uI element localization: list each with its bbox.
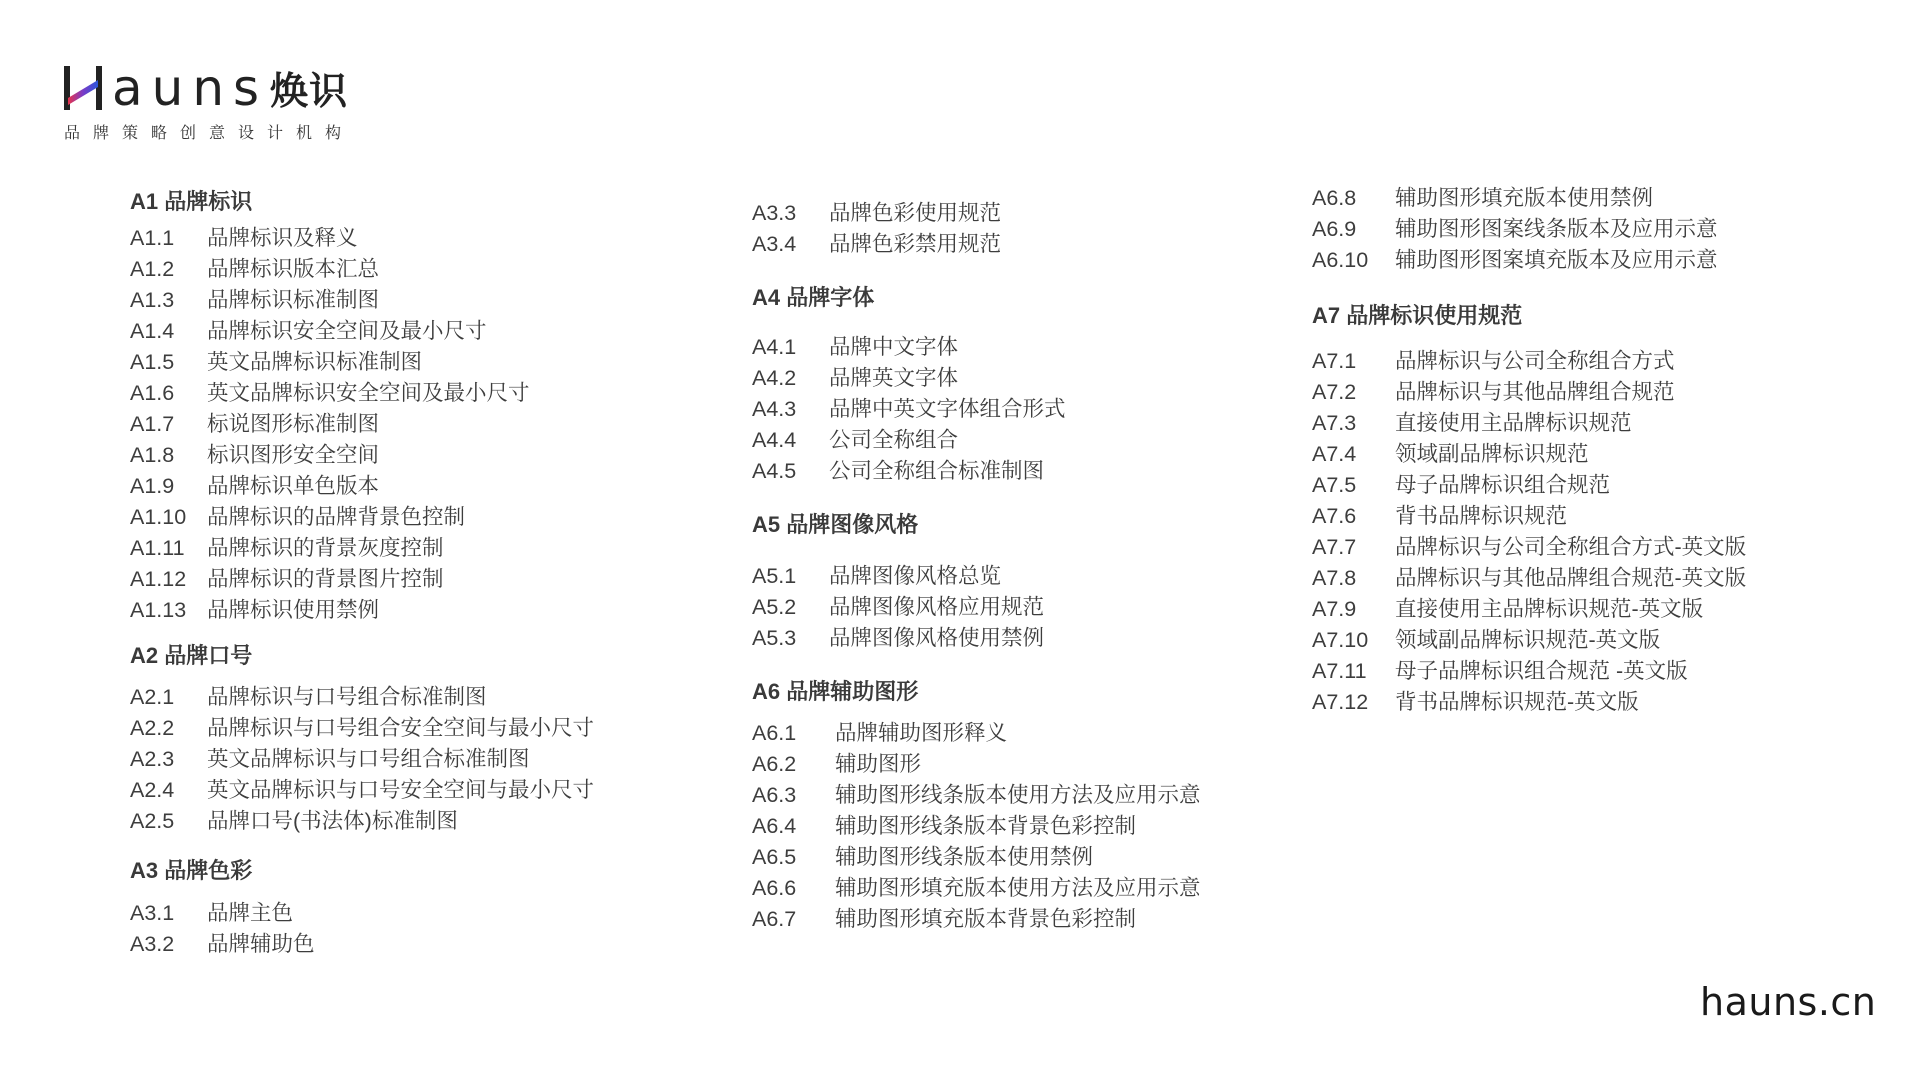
toc-item — [130, 285, 650, 316]
toc-item-label: 品牌色彩禁用规范 — [829, 232, 1002, 256]
section-title: A6 品牌辅助图形 — [752, 679, 919, 704]
section-title: A5 品牌图像风格 — [752, 512, 919, 537]
toc-list — [752, 561, 1272, 654]
toc-list — [130, 898, 650, 960]
toc-item — [1312, 594, 1832, 625]
toc-item-code: A6.8 — [1312, 186, 1357, 210]
toc-item-label: 品牌标识标准制图 — [207, 288, 380, 312]
toc-item-code: A5.3 — [752, 626, 797, 650]
section-a2 — [130, 640, 650, 837]
toc-item-code: A7.8 — [1312, 566, 1357, 590]
toc-item-code: A1.4 — [130, 319, 175, 343]
brand-logo — [62, 60, 382, 150]
toc-column-2 — [752, 198, 1272, 935]
toc-item-code: A2.3 — [130, 747, 175, 771]
toc-item-code: A1.2 — [130, 257, 175, 281]
toc-item-label: 英文品牌标识与口号安全空间与最小尺寸 — [207, 778, 595, 802]
toc-item-label: 品牌图像风格应用规范 — [829, 595, 1045, 619]
logo-h-mark — [62, 64, 104, 112]
toc-item — [130, 713, 650, 744]
toc-item-label: 辅助图形图案线条版本及应用示意 — [1395, 217, 1718, 241]
toc-item-code: A7.12 — [1312, 690, 1369, 714]
toc-item-label: 品牌中英文字体组合形式 — [829, 397, 1066, 421]
toc-item-label: 英文品牌标识安全空间及最小尺寸 — [207, 381, 530, 405]
toc-item-label: 辅助图形填充版本背景色彩控制 — [835, 907, 1137, 931]
toc-item — [752, 229, 1272, 260]
toc-item-label: 标说图形标准制图 — [207, 412, 380, 436]
toc-item — [130, 502, 650, 533]
toc-item-label: 领域副品牌标识规范-英文版 — [1395, 628, 1661, 652]
toc-item — [1312, 625, 1832, 656]
toc-item-label: 辅助图形填充版本使用禁例 — [1395, 186, 1654, 210]
toc-item-code: A4.2 — [752, 366, 797, 390]
toc-item-label: 品牌标识及释义 — [207, 226, 358, 250]
toc-list — [752, 718, 1272, 935]
toc-column-3 — [1312, 183, 1832, 718]
toc-item-code: A6.1 — [752, 721, 797, 745]
toc-item-label: 辅助图形 — [835, 752, 922, 776]
toc-item — [752, 811, 1272, 842]
toc-item-code: A7.2 — [1312, 380, 1357, 404]
toc-item-code: A4.4 — [752, 428, 797, 452]
toc-item — [752, 592, 1272, 623]
toc-item-code: A1.12 — [130, 567, 187, 591]
section-title: A3 品牌色彩 — [130, 858, 253, 883]
toc-item-code: A5.1 — [752, 564, 797, 588]
toc-item — [130, 440, 650, 471]
toc-list — [752, 198, 1272, 260]
toc-item-label: 辅助图形线条版本使用方法及应用示意 — [835, 783, 1201, 807]
toc-item — [130, 254, 650, 285]
toc-item-label: 辅助图形图案填充版本及应用示意 — [1395, 248, 1718, 272]
toc-item — [130, 775, 650, 806]
toc-item-code: A7.11 — [1312, 659, 1367, 683]
toc-item-label: 品牌图像风格总览 — [829, 564, 1002, 588]
toc-item-label: 背书品牌标识规范 — [1395, 504, 1568, 528]
toc-list — [1312, 183, 1832, 276]
toc-item — [752, 198, 1272, 229]
logo-wordmark — [62, 60, 348, 115]
toc-item-code: A1.5 — [130, 350, 175, 374]
toc-item-label: 品牌标识单色版本 — [207, 474, 380, 498]
toc-item-label: 品牌标识与口号组合标准制图 — [207, 685, 487, 709]
toc-item-code: A6.9 — [1312, 217, 1357, 241]
toc-item — [130, 898, 650, 929]
toc-item — [130, 471, 650, 502]
toc-item-code: A3.2 — [130, 932, 175, 956]
toc-list — [752, 332, 1272, 487]
toc-item-label: 品牌标识与其他品牌组合规范 — [1395, 380, 1675, 404]
toc-item-label: 辅助图形填充版本使用方法及应用示意 — [835, 876, 1201, 900]
logo-chinese-text: 焕识 — [270, 69, 349, 113]
toc-item — [130, 806, 650, 837]
toc-item-label: 品牌中文字体 — [829, 335, 959, 359]
toc-item — [130, 223, 650, 254]
toc-item-label: 品牌标识与公司全称组合方式 — [1395, 349, 1675, 373]
toc-item — [1312, 532, 1832, 563]
toc-item-code: A7.10 — [1312, 628, 1369, 652]
toc-item — [1312, 214, 1832, 245]
toc-item-code: A2.1 — [130, 685, 175, 709]
toc-item-code: A6.5 — [752, 845, 797, 869]
toc-item-code: A6.2 — [752, 752, 797, 776]
toc-item — [1312, 245, 1832, 276]
website-url: hauns.cn — [1700, 980, 1877, 1024]
toc-item-label: 辅助图形线条版本使用禁例 — [835, 845, 1094, 869]
toc-item — [1312, 408, 1832, 439]
toc-item-code: A7.3 — [1312, 411, 1357, 435]
toc-item-label: 母子品牌标识组合规范 -英文版 — [1395, 659, 1688, 683]
toc-item-label: 品牌标识与公司全称组合方式-英文版 — [1395, 535, 1747, 559]
section-a1 — [130, 186, 650, 626]
toc-item-code: A2.4 — [130, 778, 175, 802]
toc-item — [130, 347, 650, 378]
section-title: A4 品牌字体 — [752, 285, 875, 310]
toc-item-label: 英文品牌标识标准制图 — [207, 350, 423, 374]
toc-item — [752, 332, 1272, 363]
toc-item-code: A4.1 — [752, 335, 797, 359]
toc-item — [752, 780, 1272, 811]
toc-item-label: 品牌标识的品牌背景色控制 — [207, 505, 466, 529]
toc-item-code: A1.13 — [130, 598, 187, 622]
toc-list — [130, 682, 650, 837]
toc-list — [1312, 346, 1832, 718]
toc-item-label: 品牌辅助色 — [207, 932, 315, 956]
toc-item — [130, 929, 650, 960]
toc-item-code: A7.6 — [1312, 504, 1357, 528]
toc-item-label: 品牌口号(书法体)标准制图 — [207, 809, 458, 833]
toc-item — [130, 595, 650, 626]
toc-item-label: 品牌标识与其他品牌组合规范-英文版 — [1395, 566, 1747, 590]
toc-item — [130, 682, 650, 713]
toc-column-1 — [130, 186, 650, 960]
toc-item — [130, 533, 650, 564]
toc-item-label: 公司全称组合标准制图 — [829, 459, 1045, 483]
toc-item-code: A2.2 — [130, 716, 175, 740]
toc-item-label: 英文品牌标识与口号组合标准制图 — [207, 747, 530, 771]
toc-item-label: 品牌辅助图形释义 — [835, 721, 1008, 745]
toc-item-code: A4.3 — [752, 397, 797, 421]
toc-item-label: 品牌英文字体 — [829, 366, 959, 390]
section-a4 — [752, 282, 1272, 487]
toc-item-code: A4.5 — [752, 459, 797, 483]
toc-item-code: A1.10 — [130, 505, 187, 529]
toc-item-label: 品牌图像风格使用禁例 — [829, 626, 1045, 650]
toc-item — [130, 378, 650, 409]
section-title: A7 品牌标识使用规范 — [1312, 303, 1523, 328]
toc-item-code: A7.7 — [1312, 535, 1357, 559]
toc-item-code: A1.1 — [130, 226, 175, 250]
toc-item — [130, 316, 650, 347]
toc-item — [130, 409, 650, 440]
section-title: A2 品牌口号 — [130, 643, 253, 668]
toc-item — [1312, 501, 1832, 532]
toc-item — [1312, 377, 1832, 408]
toc-item-label: 直接使用主品牌标识规范 — [1395, 411, 1632, 435]
toc-item — [752, 718, 1272, 749]
toc-item — [752, 363, 1272, 394]
section-a5 — [752, 509, 1272, 654]
toc-item-label: 母子品牌标识组合规范 — [1395, 473, 1611, 497]
toc-item-label: 辅助图形线条版本背景色彩控制 — [835, 814, 1137, 838]
toc-item-code: A1.8 — [130, 443, 175, 467]
toc-item — [1312, 687, 1832, 718]
toc-item-label: 标识图形安全空间 — [207, 443, 380, 467]
toc-item — [752, 456, 1272, 487]
toc-item-code: A1.6 — [130, 381, 175, 405]
toc-item — [130, 564, 650, 595]
toc-item-code: A3.1 — [130, 901, 175, 925]
toc-item-label: 品牌色彩使用规范 — [829, 201, 1002, 225]
toc-item — [752, 904, 1272, 935]
toc-item — [1312, 183, 1832, 214]
toc-item-label: 品牌标识使用禁例 — [207, 598, 380, 622]
toc-item — [130, 744, 650, 775]
toc-item-label: 品牌标识的背景图片控制 — [207, 567, 444, 591]
toc-item — [1312, 470, 1832, 501]
toc-item — [1312, 563, 1832, 594]
section-a6 — [752, 676, 1272, 935]
toc-item — [1312, 439, 1832, 470]
toc-item-code: A1.11 — [130, 536, 185, 560]
toc-item-label: 领域副品牌标识规范 — [1395, 442, 1589, 466]
toc-item-code: A7.4 — [1312, 442, 1357, 466]
toc-item — [752, 561, 1272, 592]
toc-item-code: A3.4 — [752, 232, 797, 256]
toc-item — [752, 873, 1272, 904]
toc-item-label: 品牌标识与口号组合安全空间与最小尺寸 — [207, 716, 595, 740]
toc-list — [130, 223, 650, 626]
toc-item-code: A7.5 — [1312, 473, 1357, 497]
toc-item-code: A7.1 — [1312, 349, 1357, 373]
logo-latin-text: auns — [112, 58, 269, 117]
toc-item-code: A1.7 — [130, 412, 175, 436]
logo-tagline: 品牌策略创意设计机构 — [64, 125, 355, 142]
toc-item — [1312, 656, 1832, 687]
toc-item-code: A7.9 — [1312, 597, 1357, 621]
toc-item-code: A6.3 — [752, 783, 797, 807]
toc-item-code: A3.3 — [752, 201, 797, 225]
toc-item-code: A1.9 — [130, 474, 175, 498]
toc-item — [752, 749, 1272, 780]
toc-item-code: A5.2 — [752, 595, 797, 619]
toc-item — [752, 425, 1272, 456]
section-a7 — [1312, 300, 1832, 718]
toc-item-code: A6.4 — [752, 814, 797, 838]
toc-item-label: 品牌主色 — [207, 901, 294, 925]
toc-item-code: A6.6 — [752, 876, 797, 900]
toc-item-label: 直接使用主品牌标识规范-英文版 — [1395, 597, 1704, 621]
toc-item-label: 品牌标识版本汇总 — [207, 257, 380, 281]
section-title: A1 品牌标识 — [130, 189, 253, 214]
toc-item-code: A6.7 — [752, 907, 797, 931]
toc-item — [752, 394, 1272, 425]
section-a3 — [130, 855, 650, 960]
toc-item — [752, 842, 1272, 873]
toc-item-label: 背书品牌标识规范-英文版 — [1395, 690, 1639, 714]
toc-item-code: A6.10 — [1312, 248, 1369, 272]
toc-item-label: 品牌标识安全空间及最小尺寸 — [207, 319, 487, 343]
toc-item-label: 品牌标识的背景灰度控制 — [207, 536, 444, 560]
toc-item-code: A1.3 — [130, 288, 175, 312]
toc-item-label: 公司全称组合 — [829, 428, 959, 452]
toc-item-code: A2.5 — [130, 809, 175, 833]
toc-item — [752, 623, 1272, 654]
toc-item — [1312, 346, 1832, 377]
